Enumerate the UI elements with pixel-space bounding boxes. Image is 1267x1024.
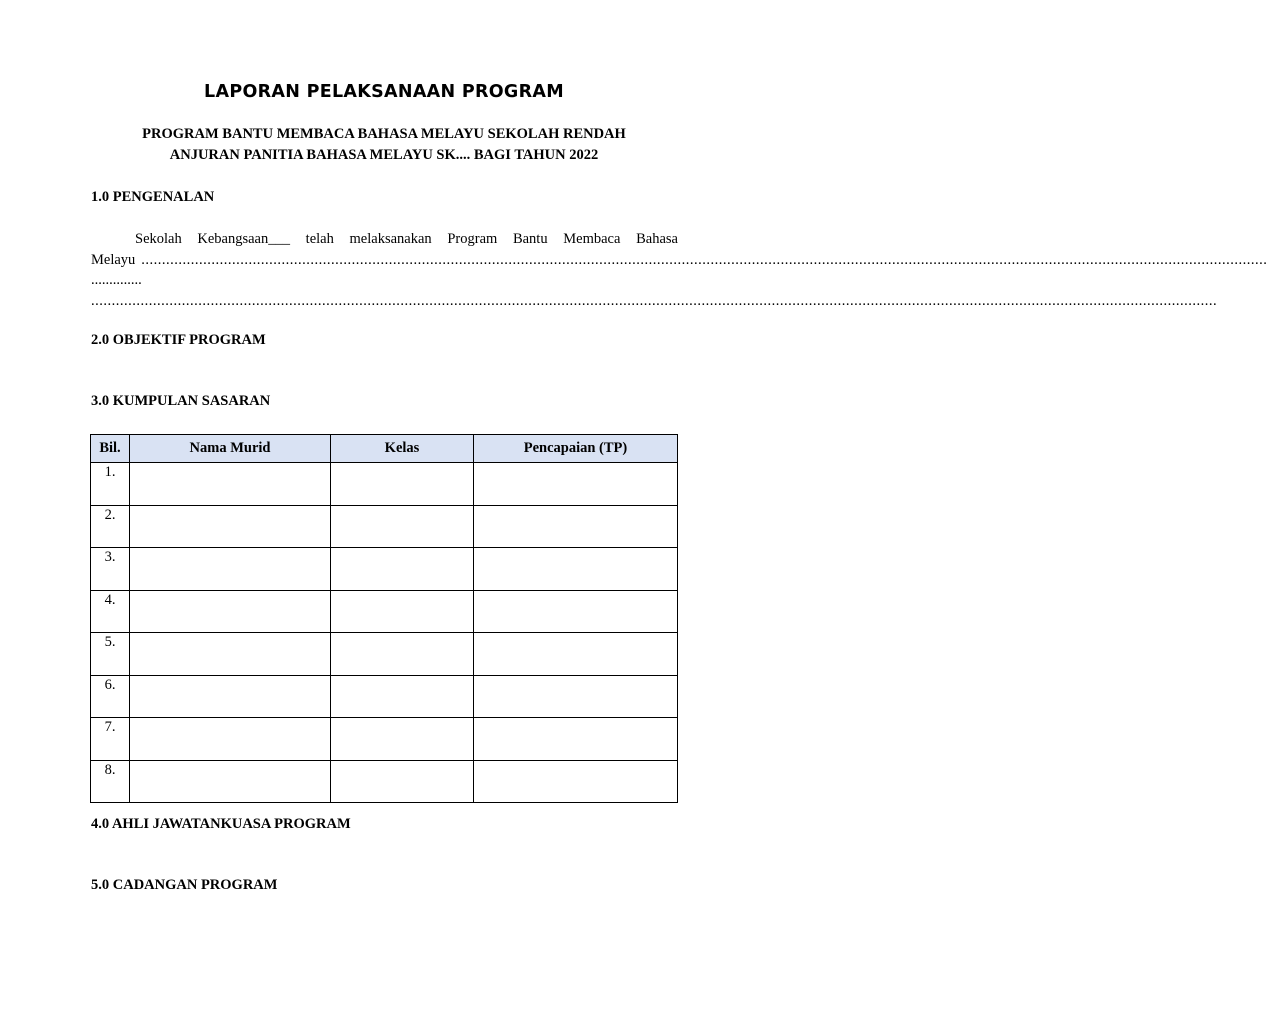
table-row (91, 718, 678, 761)
cell-pencapaian[interactable] (474, 548, 678, 591)
cell-kelas[interactable] (331, 548, 474, 591)
column-header-pencapaian: Pencapaian (TP) (474, 435, 678, 463)
cell-nama-murid[interactable] (130, 505, 331, 548)
cell-pencapaian[interactable] (474, 718, 678, 761)
paragraph-word: Bahasa (636, 231, 678, 247)
cell-kelas[interactable] (331, 463, 474, 506)
section-heading-pengenalan: 1.0 PENGENALAN (91, 189, 215, 205)
dotted-fill-line: ................................................................................................................................................................................................................................................................................. (91, 292, 1218, 309)
table-row (91, 633, 678, 676)
kumpulan-sasaran-table (90, 434, 678, 803)
section-heading-objektif: 2.0 OBJEKTIF PROGRAM (91, 332, 266, 348)
table-row (91, 505, 678, 548)
paragraph-word: Program (447, 231, 498, 247)
cell-nama-murid[interactable] (130, 760, 331, 803)
document-subtitle-line2: ANJURAN PANITIA BAHASA MELAYU SK.... BAGI TAHUN 2022 (169, 147, 599, 163)
cell-bil: 4. (91, 590, 130, 633)
document-title: LAPORAN PELAKSANAAN PROGRAM (204, 82, 564, 102)
paragraph-word: Kebangsaan___ (197, 231, 290, 247)
cell-bil: 5. (91, 633, 130, 676)
pengenalan-line-4 (91, 291, 1218, 312)
table-row (91, 548, 678, 591)
table-header-row (91, 435, 678, 463)
paragraph-word: melaksanakan (349, 231, 432, 247)
section-heading-ajk: 4.0 AHLI JAWATANKUASA PROGRAM (91, 816, 351, 832)
cell-nama-murid[interactable] (130, 590, 331, 633)
table-row (91, 463, 678, 506)
cell-nama-murid[interactable] (130, 633, 331, 676)
pengenalan-line-1 (91, 229, 678, 250)
cell-bil: 1. (91, 463, 130, 506)
cell-bil: 3. (91, 548, 130, 591)
cell-pencapaian[interactable] (474, 463, 678, 506)
paragraph-word: Bantu (512, 231, 548, 247)
cell-kelas[interactable] (331, 633, 474, 676)
column-header-bil: Bil. (91, 435, 130, 463)
dotted-fill-line: ................................................................................................................................................................................................................................................................................. (141, 251, 1267, 268)
cell-bil: 7. (91, 718, 130, 761)
paragraph-word: telah (305, 231, 334, 247)
cell-pencapaian[interactable] (474, 675, 678, 718)
section-heading-cadangan: 5.0 CADANGAN PROGRAM (91, 877, 278, 893)
paragraph-word: Membaca (563, 231, 621, 247)
cell-nama-murid[interactable] (130, 718, 331, 761)
cell-pencapaian[interactable] (474, 590, 678, 633)
cell-kelas[interactable] (331, 760, 474, 803)
table-row (91, 590, 678, 633)
paragraph-lead-word: Melayu (91, 251, 136, 268)
cell-pencapaian[interactable] (474, 760, 678, 803)
cell-bil: 6. (91, 675, 130, 718)
cell-nama-murid[interactable] (130, 463, 331, 506)
cell-bil: 2. (91, 505, 130, 548)
cell-pencapaian[interactable] (474, 633, 678, 676)
cell-kelas[interactable] (331, 675, 474, 718)
cell-nama-murid[interactable] (130, 675, 331, 718)
pengenalan-paragraph (91, 229, 1267, 311)
cell-nama-murid[interactable] (130, 548, 331, 591)
paragraph-word: Sekolah (135, 231, 182, 247)
document-subtitle-line1: PROGRAM BANTU MEMBACA BAHASA MELAYU SEKOLAH RENDAH (142, 126, 626, 142)
pengenalan-line-2 (91, 250, 1267, 271)
pengenalan-line-3 (91, 270, 678, 291)
section-heading-sasaran: 3.0 KUMPULAN SASARAN (91, 393, 271, 409)
dotted-fill-short: .............. (91, 272, 142, 288)
cell-kelas[interactable] (331, 718, 474, 761)
column-header-kelas: Kelas (331, 435, 474, 463)
cell-kelas[interactable] (331, 505, 474, 548)
cell-bil: 8. (91, 760, 130, 803)
table-row (91, 760, 678, 803)
table-row (91, 675, 678, 718)
cell-pencapaian[interactable] (474, 505, 678, 548)
cell-kelas[interactable] (331, 590, 474, 633)
column-header-nama-murid: Nama Murid (130, 435, 331, 463)
